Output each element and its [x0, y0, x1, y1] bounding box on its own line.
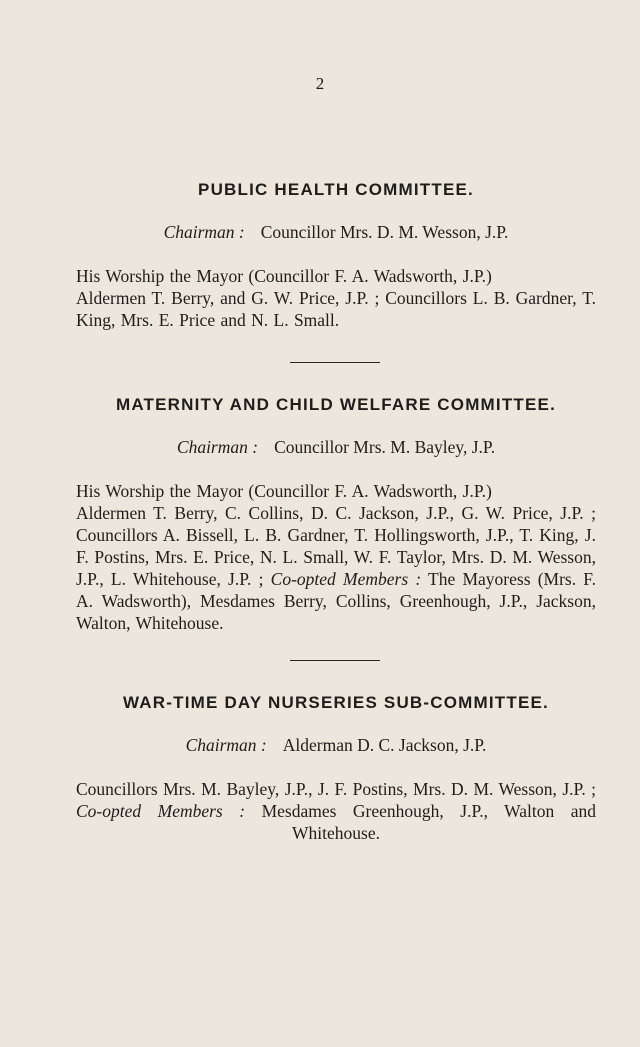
members-list [76, 265, 596, 331]
chairman-line [76, 222, 596, 243]
maternity-child-welfare-committee-section [76, 395, 596, 634]
war-time-day-nurseries-sub-committee-section [76, 693, 596, 844]
chairman-label: Chairman : [176, 437, 259, 457]
chairman-line [76, 437, 596, 458]
members-list [76, 778, 596, 844]
section-divider [290, 362, 380, 363]
members-list [76, 480, 596, 634]
section-divider [290, 660, 380, 661]
members-text: Councillors Mrs. M. Bayley, J.P., J. F. Postins, Mrs. D. M. Wesson, J.P. ; [76, 779, 596, 799]
public-health-committee-section [76, 180, 596, 331]
chairman-label: Chairman : [185, 735, 267, 755]
chairman-name: Councillor Mrs. D. M. Wesson, J.P. [260, 222, 509, 242]
members-text: Aldermen T. Berry, C. Collins, D. C. Jackson, J.P., G. W. Price, J.P. ; Councillors A. Bissell, L. B. Gardner, T. Hollingsworth, J.P., T. King, J. F. Postins, Mrs. E. Price, N. L. Small, W. F. Taylor, Mrs. D. M. Wesson, J.P., L. Whitehouse, J.P. ; [76, 503, 596, 589]
coopted-label: Co-opted Members : [270, 569, 422, 589]
members-text: Aldermen T. Berry, and G. W. Price, J.P. ; Councillors L. B. Gardner, T. King, Mrs. E. Price and N. L. Small. [76, 288, 596, 330]
chairman-line [76, 735, 596, 756]
coopted-label: Co-opted Members : [76, 801, 246, 821]
coopted-members-text: The Mayoress (Mrs. F. A. Wadsworth), Mesdames Berry, Collins, Greenhough, J.P., Jackson, Walton, Whitehouse. [76, 569, 597, 633]
committee-heading: WAR-TIME DAY NURSERIES SUB-COMMITTEE. [123, 693, 549, 712]
chairman-label: Chairman : [163, 222, 245, 242]
chairman-name: Alderman D. C. Jackson, J.P. [282, 735, 487, 755]
members-mayor-line: His Worship the Mayor (Councillor F. A. Wadsworth, J.P.) [76, 266, 492, 286]
committee-heading: MATERNITY AND CHILD WELFARE COMMITTEE. [115, 395, 557, 414]
members-mayor-line: His Worship the Mayor (Councillor F. A. Wadsworth, J.P.) [76, 481, 492, 501]
page-number: 2 [315, 74, 325, 93]
coopted-members-text: Mesdames Greenhough, J.P., Walton and Whitehouse. [261, 801, 597, 843]
committee-heading: PUBLIC HEALTH COMMITTEE. [198, 180, 474, 199]
chairman-name: Councillor Mrs. M. Bayley, J.P. [274, 437, 496, 457]
